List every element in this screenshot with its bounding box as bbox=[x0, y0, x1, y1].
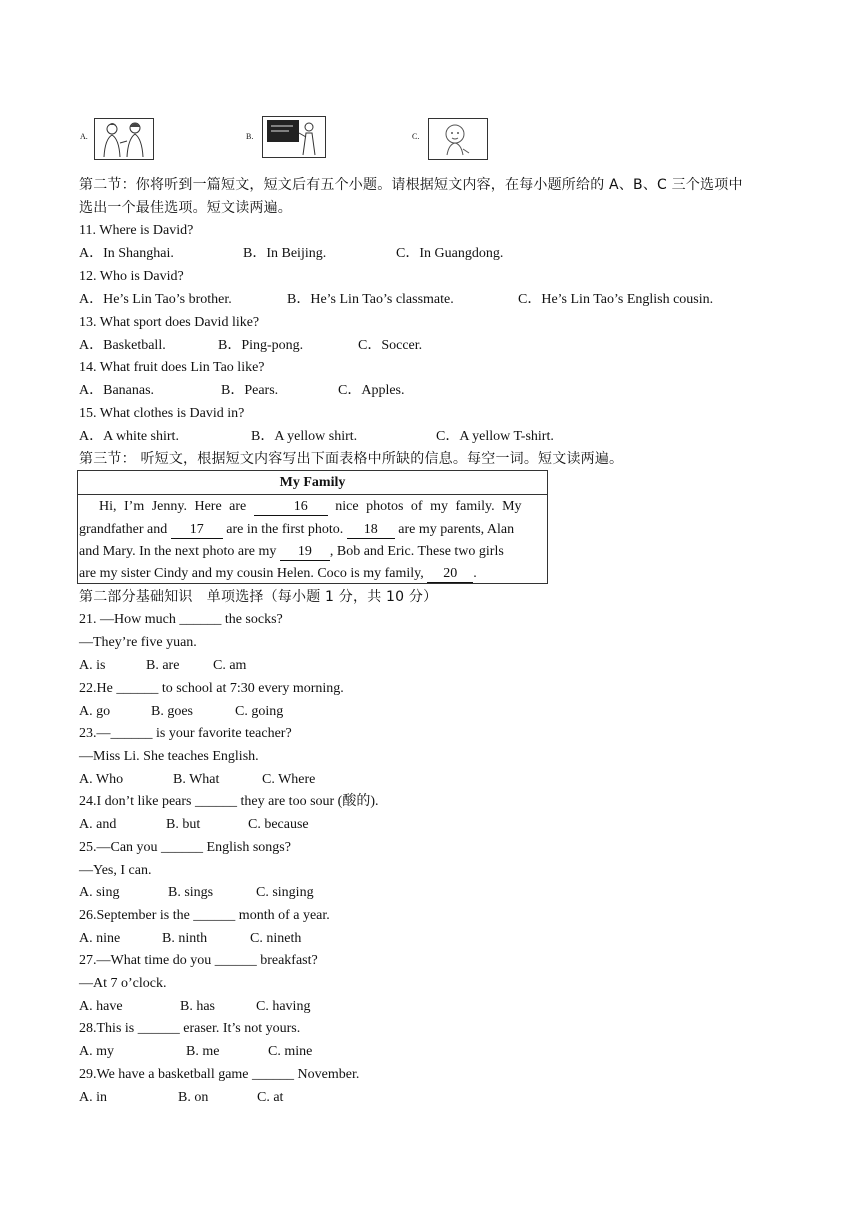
option-11-a[interactable]: A．In Shanghai. bbox=[79, 246, 174, 261]
option-25-b[interactable]: B. sings bbox=[168, 885, 214, 900]
option-11-b[interactable]: B．In Beijing. bbox=[243, 246, 327, 261]
option-28-b[interactable]: B. me bbox=[186, 1044, 220, 1059]
table-line-4 bbox=[79, 564, 547, 584]
question-12: 12. Who is David? bbox=[79, 269, 184, 284]
option-11-c[interactable]: C．In Guangdong. bbox=[396, 246, 504, 261]
option-13-b[interactable]: B．Ping-pong. bbox=[218, 338, 304, 353]
text-segment: and Mary. In the next photo are my bbox=[79, 544, 277, 559]
option-12-a[interactable]: A．He’s Lin Tao’s brother. bbox=[79, 292, 232, 307]
option-15-c[interactable]: C．A yellow T-shirt. bbox=[436, 429, 554, 444]
text-segment: , Bob and Eric. These two girls bbox=[329, 544, 504, 559]
question-27-reply: —At 7 o’clock. bbox=[79, 976, 167, 991]
question-21-reply: —They’re five yuan. bbox=[79, 635, 197, 650]
option-28-a[interactable]: A. my bbox=[79, 1044, 114, 1059]
question-25: 25.—Can you ______ English songs? bbox=[79, 840, 291, 855]
option-26-c[interactable]: C. nineth bbox=[250, 931, 302, 946]
option-23-b[interactable]: B. What bbox=[173, 772, 220, 787]
option-24-c[interactable]: C. because bbox=[248, 817, 309, 832]
option-29-b[interactable]: B. on bbox=[178, 1090, 209, 1105]
text-segment: Hi, I’m Jenny. Here are bbox=[99, 499, 247, 514]
option-24-b[interactable]: B. but bbox=[166, 817, 201, 832]
option-23-c[interactable]: C. Where bbox=[262, 772, 316, 787]
table-line-1 bbox=[79, 497, 547, 517]
question-23: 23.—______ is your favorite teacher? bbox=[79, 726, 292, 741]
table-title: My Family bbox=[78, 471, 547, 495]
option-14-a[interactable]: A．Bananas. bbox=[79, 383, 155, 398]
option-15-b[interactable]: B．A yellow shirt. bbox=[251, 429, 358, 444]
option-22-c[interactable]: C. going bbox=[235, 704, 284, 719]
option-21-a[interactable]: A. is bbox=[79, 658, 106, 673]
two-people-talking-icon bbox=[94, 118, 154, 160]
blank-20[interactable]: 20 bbox=[427, 566, 473, 583]
option-14-c[interactable]: C．Apples. bbox=[338, 383, 405, 398]
option-13-c[interactable]: C．Soccer. bbox=[358, 338, 423, 353]
option-27-b[interactable]: B. has bbox=[180, 999, 215, 1014]
question-27: 27.—What time do you ______ breakfast? bbox=[79, 953, 318, 968]
question-25-reply: —Yes, I can. bbox=[79, 863, 152, 878]
option-21-b[interactable]: B. are bbox=[146, 658, 180, 673]
option-22-b[interactable]: B. goes bbox=[151, 704, 193, 719]
option-21-c[interactable]: C. am bbox=[213, 658, 247, 673]
picture-c-label: C. bbox=[412, 132, 420, 141]
text-segment: are my parents, Alan bbox=[398, 522, 515, 537]
section2-instruction-line1: 第二节：你将听到一篇短文，短文后有五个小题。请根据短文内容，在每小题所给的 A、B、C 三个选项中 bbox=[79, 177, 743, 193]
question-14: 14. What fruit does Lin Tao like? bbox=[79, 360, 265, 375]
cartoon-baby-icon bbox=[428, 118, 488, 160]
question-29: 29.We have a basketball game ______ November. bbox=[79, 1067, 360, 1082]
option-26-a[interactable]: A. nine bbox=[79, 931, 121, 946]
text-segment: grandfather and bbox=[79, 522, 168, 537]
blank-16[interactable]: 16 bbox=[254, 499, 328, 516]
section3-instruction: 第三节： 听短文，根据短文内容写出下面表格中所缺的信息。每空一词。短文读两遍。 bbox=[79, 451, 624, 467]
option-27-a[interactable]: A. have bbox=[79, 999, 123, 1014]
option-15-a[interactable]: A．A white shirt. bbox=[79, 429, 179, 444]
option-13-a[interactable]: A．Basketball. bbox=[79, 338, 166, 353]
blank-19[interactable]: 19 bbox=[280, 544, 330, 561]
option-29-a[interactable]: A. in bbox=[79, 1090, 107, 1105]
teacher-at-blackboard-icon bbox=[262, 116, 326, 158]
table-line-3 bbox=[79, 542, 547, 562]
question-22: 22.He ______ to school at 7:30 every morning. bbox=[79, 681, 344, 696]
option-29-c[interactable]: C. at bbox=[257, 1090, 284, 1105]
my-family-table bbox=[77, 470, 548, 584]
option-27-c[interactable]: C. having bbox=[256, 999, 311, 1014]
picture-b-label: B. bbox=[246, 132, 254, 141]
picture-a-label: A. bbox=[80, 132, 88, 141]
text-segment: nice photos of my family. My bbox=[335, 499, 522, 514]
option-28-c[interactable]: C. mine bbox=[268, 1044, 313, 1059]
blank-17[interactable]: 17 bbox=[171, 522, 223, 539]
text-segment: are in the first photo. bbox=[226, 522, 344, 537]
question-26: 26.September is the ______ month of a year. bbox=[79, 908, 330, 923]
blank-18[interactable]: 18 bbox=[347, 522, 395, 539]
question-21: 21. —How much ______ the socks? bbox=[79, 612, 283, 627]
question-28: 28.This is ______ eraser. It’s not yours. bbox=[79, 1021, 301, 1036]
option-26-b[interactable]: B. ninth bbox=[162, 931, 208, 946]
picture-options bbox=[80, 116, 500, 160]
option-25-a[interactable]: A. sing bbox=[79, 885, 120, 900]
table-line-2 bbox=[79, 520, 547, 540]
text-segment: . bbox=[473, 566, 477, 581]
question-11: 11. Where is David? bbox=[79, 223, 194, 238]
question-15: 15. What clothes is David in? bbox=[79, 406, 245, 421]
question-13: 13. What sport does David like? bbox=[79, 315, 260, 330]
option-23-a[interactable]: A. Who bbox=[79, 772, 124, 787]
section2-instruction-line2: 选出一个最佳选项。短文读两遍。 bbox=[79, 200, 292, 216]
option-25-c[interactable]: C. singing bbox=[256, 885, 314, 900]
option-12-c[interactable]: C．He’s Lin Tao’s English cousin. bbox=[518, 292, 714, 307]
option-14-b[interactable]: B．Pears. bbox=[221, 383, 279, 398]
option-12-b[interactable]: B．He’s Lin Tao’s classmate. bbox=[287, 292, 454, 307]
text-segment: are my sister Cindy and my cousin Helen. Coco is my family, bbox=[79, 566, 424, 581]
question-24: 24.I don’t like pears ______ they are too sour (酸的). bbox=[79, 794, 379, 809]
option-24-a[interactable]: A. and bbox=[79, 817, 117, 832]
part2-heading: 第二部分基础知识 单项选择（每小题 1 分，共 10 分） bbox=[79, 589, 438, 605]
option-22-a[interactable]: A. go bbox=[79, 704, 111, 719]
question-23-reply: —Miss Li. She teaches English. bbox=[79, 749, 259, 764]
